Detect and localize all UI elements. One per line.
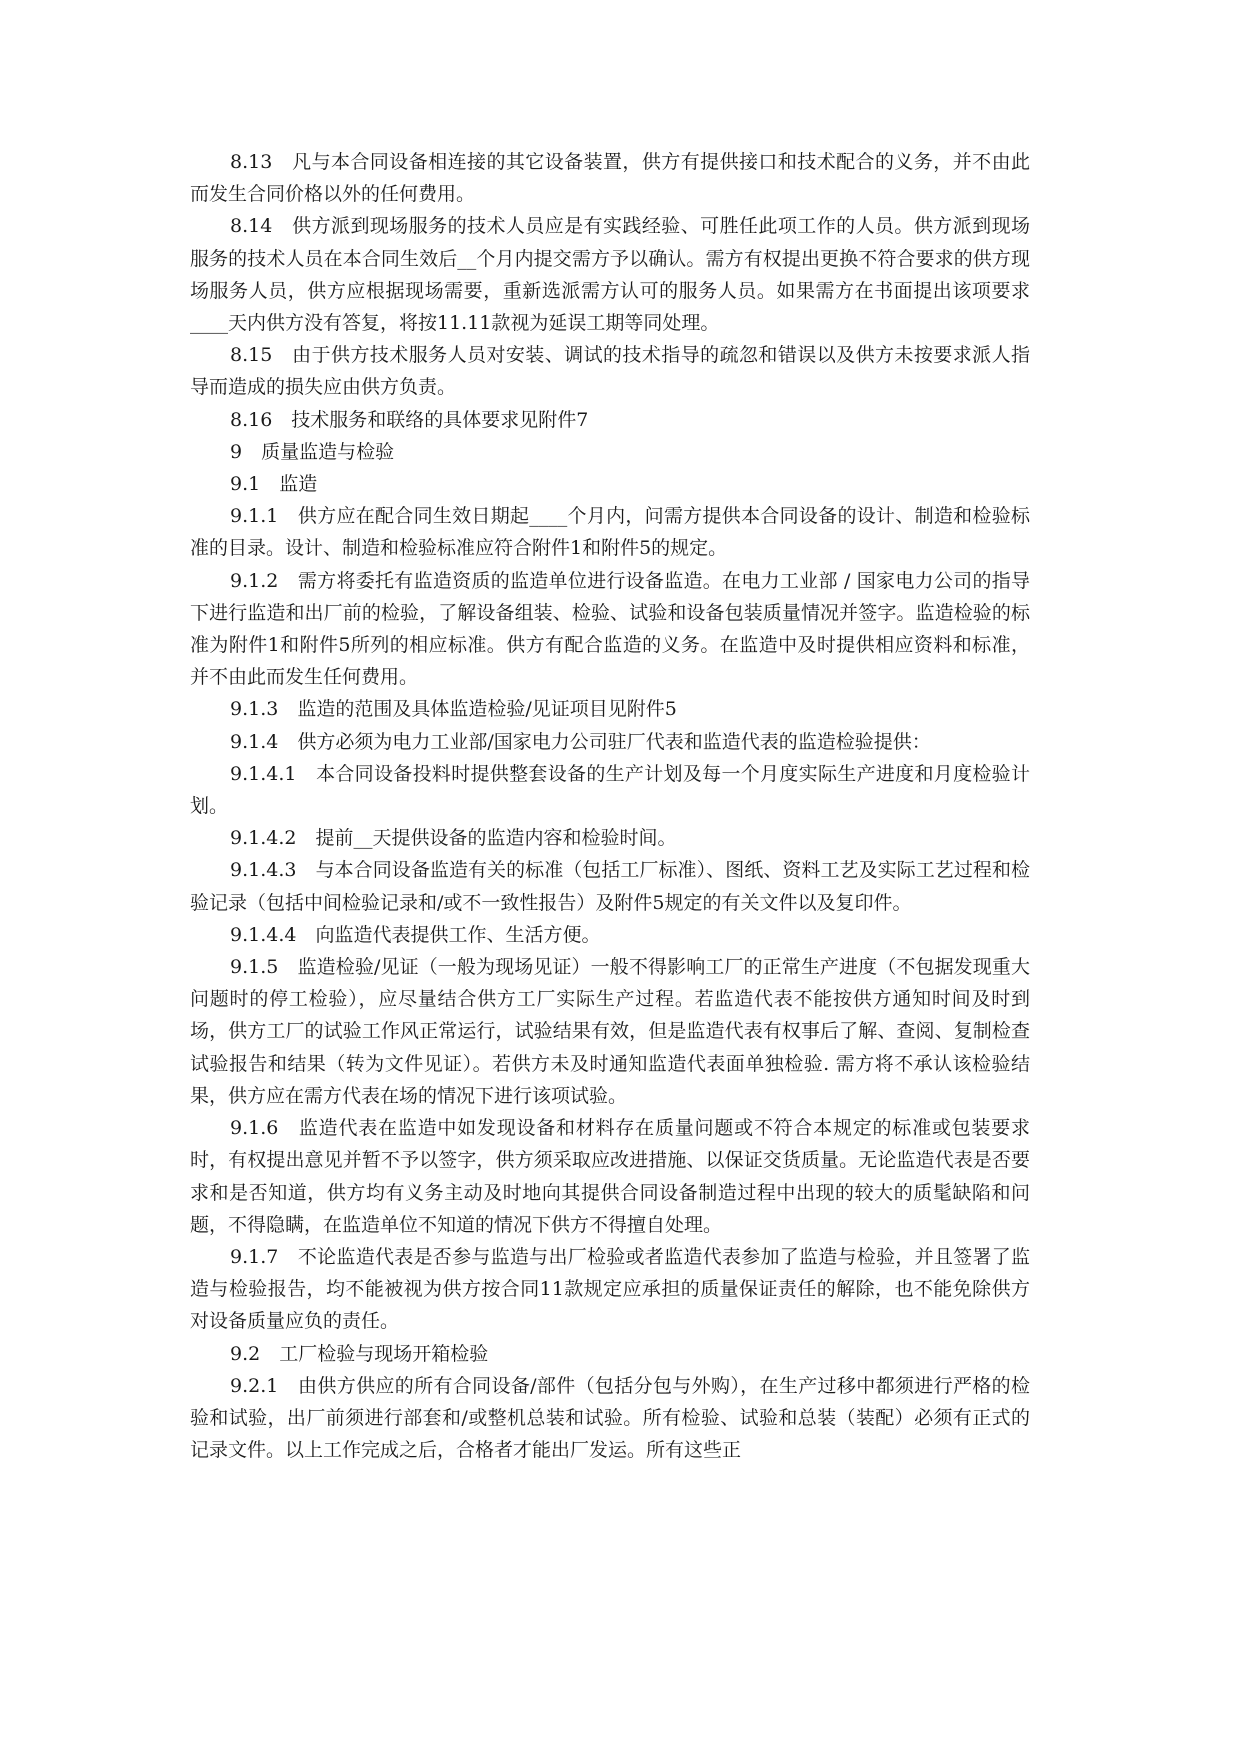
clause-9-1-1: 9.1.1 供方应在配合同生效日期起____个月内，问需方提供本合同设备的设计、制造和检验标准的目录。设计、制造和检验标准应符合附件1和附件5的规定。	[190, 505, 1030, 560]
clause-9-1-4-3: 9.1.4.3 与本合同设备监造有关的标准（包括工厂标准）、图纸、资料工艺及实际工艺过程和检验记录（包括中间检验记录和/或不一致性报告）及附件5规定的有关文件以及复印件。	[190, 859, 1030, 914]
clause-9-1-4-1: 9.1.4.1 本合同设备投料时提供整套设备的生产计划及每一个月度实际生产进度和月度检验计划。	[190, 762, 1030, 818]
section-heading-9-2: 9.2 工厂检验与现场开箱检验	[230, 1342, 489, 1365]
clause-9-1-7: 9.1.7 不论监造代表是否参与监造与出厂检验或者监造代表参加了监造与检验，并且签署了监造与检验报告，均不能被视为供方按合同11款规定应承担的质量保证责任的解除，也不能免除供方对设备质量应负的责任。	[190, 1245, 1030, 1333]
clause-8-15: 8.15 由于供方技术服务人员对安装、调试的技术指导的疏忽和错误以及供方未按要求派人指导而造成的损失应由供方负责。	[190, 344, 1030, 399]
clause-8-13: 8.13 凡与本合同设备相连接的其它设备装置，供方有提供接口和技术配合的义务，并不由此而发生合同价格以外的任何费用。	[190, 151, 1030, 206]
document-page	[190, 146, 1030, 1466]
clause-9-1-4: 9.1.4 供方必须为电力工业部/国家电力公司驻厂代表和监造代表的监造检验提供：	[230, 730, 931, 753]
clause-9-1-3: 9.1.3 监造的范围及具体监造检验/见证项目见附件5	[230, 698, 677, 721]
clause-8-16: 8.16 技术服务和联络的具体要求见附件7	[230, 408, 589, 431]
clause-9-1-4-4: 9.1.4.4 向监造代表提供工作、生活方便。	[230, 923, 601, 946]
section-heading-9-1: 9.1 监造	[230, 473, 318, 496]
clause-8-14: 8.14 供方派到现场服务的技术人员应是有实践经验、可胜任此项工作的人员。供方派到现场服务的技术人员在本合同生效后__个月内提交需方予以确认。需方有权提出更换不符合要求的供方现场服务人员，供方应根据现场需要，重新选派需方认可的服务人员。如果需方在书面提出该项要求____天内供方没有答复，将按11.11款视为延误工期等同处理。	[190, 215, 1030, 335]
section-heading-9: 9 质量监造与检验	[230, 440, 395, 463]
clause-9-2-1: 9.2.1 由供方供应的所有合同设备/部件（包括分包与外购），在生产过移中都须进行严格的检验和试验，出厂前须进行部套和/或整机总装和试验。所有检验、试验和总装（装配）必须有正式的记录文件。以上工作完成之后，合格者才能出厂发运。所有这些正	[190, 1374, 1030, 1462]
clause-9-1-6: 9.1.6 监造代表在监造中如发现设备和材料存在质量问题或不符合本规定的标准或包装要求时，有权提出意见并暂不予以签字，供方须采取应改进措施、以保证交货质量。无论监造代表是否要求和是否知道，供方均有义务主动及时地向其提供合同设备制造过程中出现的较大的质髦缺陷和问题，不得隐瞒，在监造单位不知道的情况下供方不得擅自处理。	[190, 1117, 1030, 1236]
clause-9-1-5: 9.1.5 监造检验/见证（一般为现场见证）一般不得影响工厂的正常生产进度（不包据发现重大问题时的停工检验），应尽量结合供方工厂实际生产过程。若监造代表不能按供方通知时间及时到场，供方工厂的试验工作风正常运行，试验结果有效，但是监造代表有权事后了解、查阅、复制检查试验报告和结果（转为文件见证）。若供方未及时通知监造代表面单独检验. 需方将不承认该检验结果，供方应在需方代表在场的情况下进行该项试验。	[190, 956, 1030, 1107]
clause-9-1-2: 9.1.2 需方将委托有监造资质的监造单位进行设备监造。在电力工业部 / 国家电力公司的指导下进行监造和出厂前的检验，了解设备组装、检验、试验和设备包装质量情况并签字。监造检验的标准为附件1和附件5所列的相应标准。供方有配合监造的义务。在监造中及时提供相应资料和标准，并不由此而发生任何费用。	[190, 569, 1030, 689]
clause-9-1-4-2: 9.1.4.2 提前__天提供设备的监造内容和检验时间。	[230, 827, 677, 850]
